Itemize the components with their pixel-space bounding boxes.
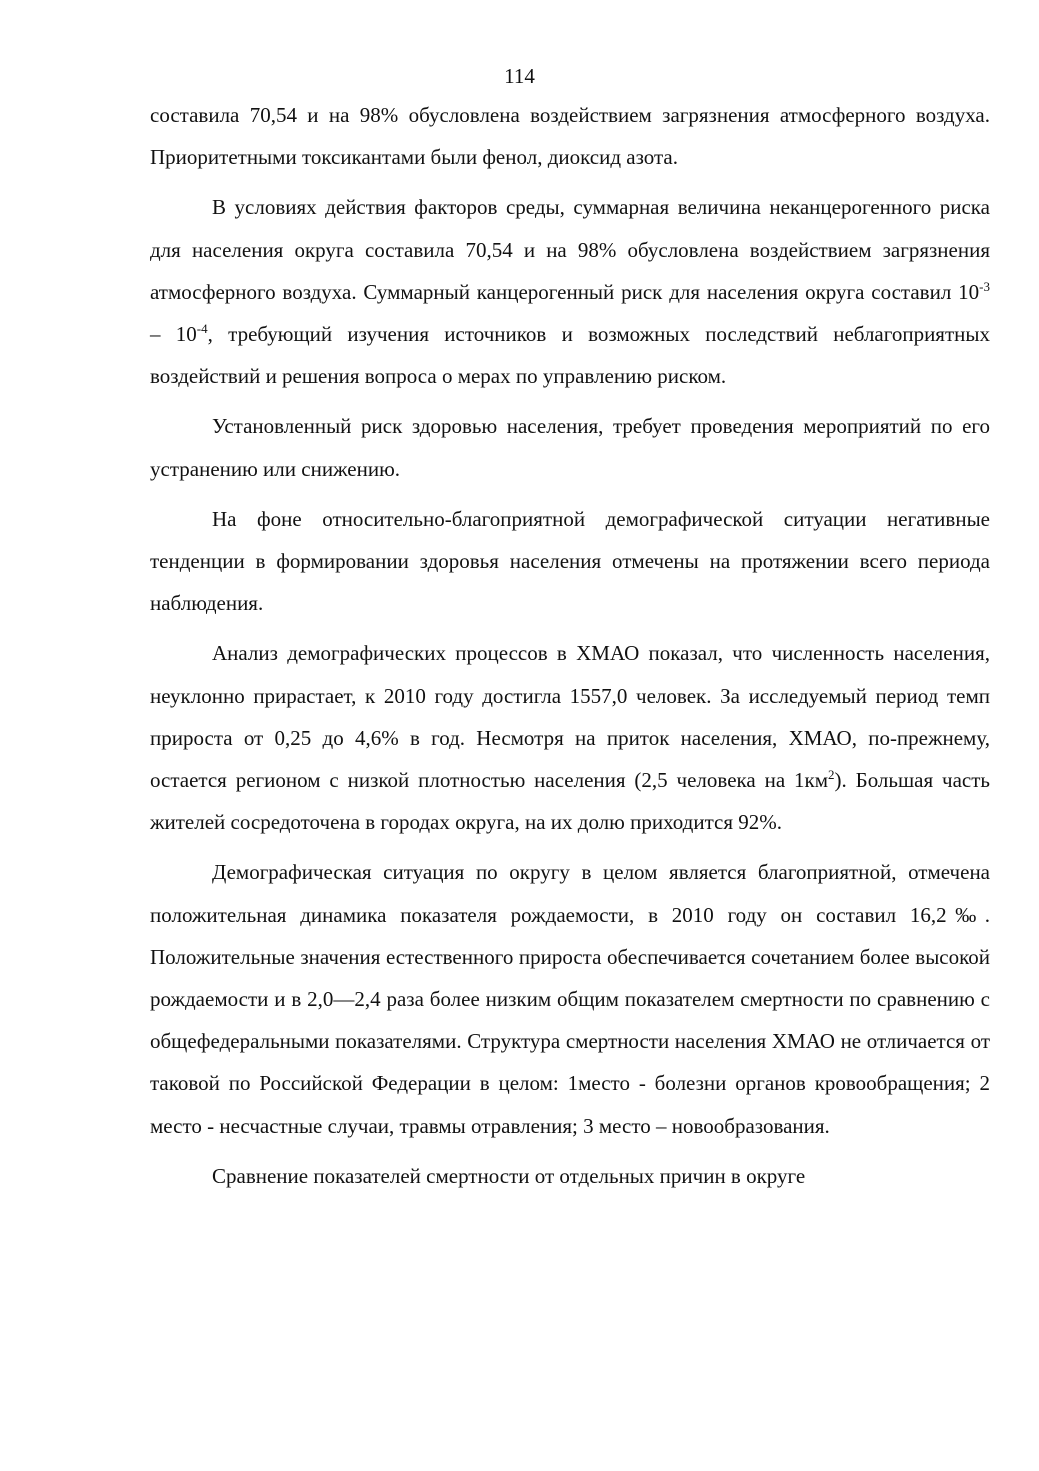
superscript: 2: [828, 767, 835, 783]
paragraph-p5: [150, 851, 990, 1146]
text-run: В условиях действия факторов среды, суммарная величина неканцерогенного риска для населения округа составила 70,54 и на 98% обусловлена воздействием загрязнения атмосферного воздуха. Суммарный канцерогенный риск для населения округа составил 10: [150, 195, 990, 304]
paragraph-p6: [150, 1155, 990, 1197]
text-run: Анализ демографических процессов в ХМАО показал, что численность населения, неуклонно прирастает, к 2010 году достигла 1557,0 человек. За исследуемый период темп прироста от 0,25 до 4,6% в год. Несмотря на приток населения, ХМАО, по-прежнему, остается регионом с низкой плотностью населения (2,5 человека на 1км: [150, 641, 990, 793]
paragraph-p3: [150, 498, 990, 625]
paragraph-p4: [150, 632, 990, 843]
paragraph-p0: [150, 94, 990, 178]
text-run: Установленный риск здоровью населения, требует проведения мероприятий по его устранению или снижению.: [150, 414, 990, 481]
paragraph-p2: [150, 405, 990, 489]
page-number: 114: [504, 64, 535, 88]
text-run: ). Большая часть жителей сосредоточена в городах округа, на их долю приходится 92%.: [150, 768, 990, 835]
text-run: На фоне относительно-благоприятной демографической ситуации негативные тенденции в формировании здоровья населения отмечены на протяжении всего периода наблюдения.: [150, 506, 990, 616]
text-run: Демографическая ситуация по округу в целом является благоприятной, отмечена положительная динамика показателя рождаемости, в 2010 году он составил 16,2‰. Положительные значения естественного прироста обеспечивается сочетанием более высокой рождаемости и в 2,0—2,4 раза более низким общим показателем смертности по сравнению с общефедеральными показателями. Структура смертности населения ХМАО не отличается от таковой по Российской Федерации в целом: 1место - болезни органов кровообращения; 2 место - несчастные случаи, травмы отравления; 3 место – новообразования.: [150, 860, 990, 1138]
body-text: [150, 94, 990, 1197]
text-run: Сравнение показателей смертности от отдельных причин в округе: [212, 1163, 806, 1188]
text-run: – 10: [150, 322, 197, 347]
paragraph-p1: [150, 186, 990, 397]
text-run: , требующий изучения источников и возможных последствий неблагоприятных воздействий и решения вопроса о мерах по управлению риском.: [150, 322, 990, 389]
text-run: составила 70,54 и на 98% обусловлена воздействием загрязнения атмосферного воздуха. Приоритетными токсикантами были фенол, диоксид азота.: [150, 103, 990, 170]
superscript: -4: [196, 321, 208, 337]
superscript: -3: [979, 278, 990, 294]
